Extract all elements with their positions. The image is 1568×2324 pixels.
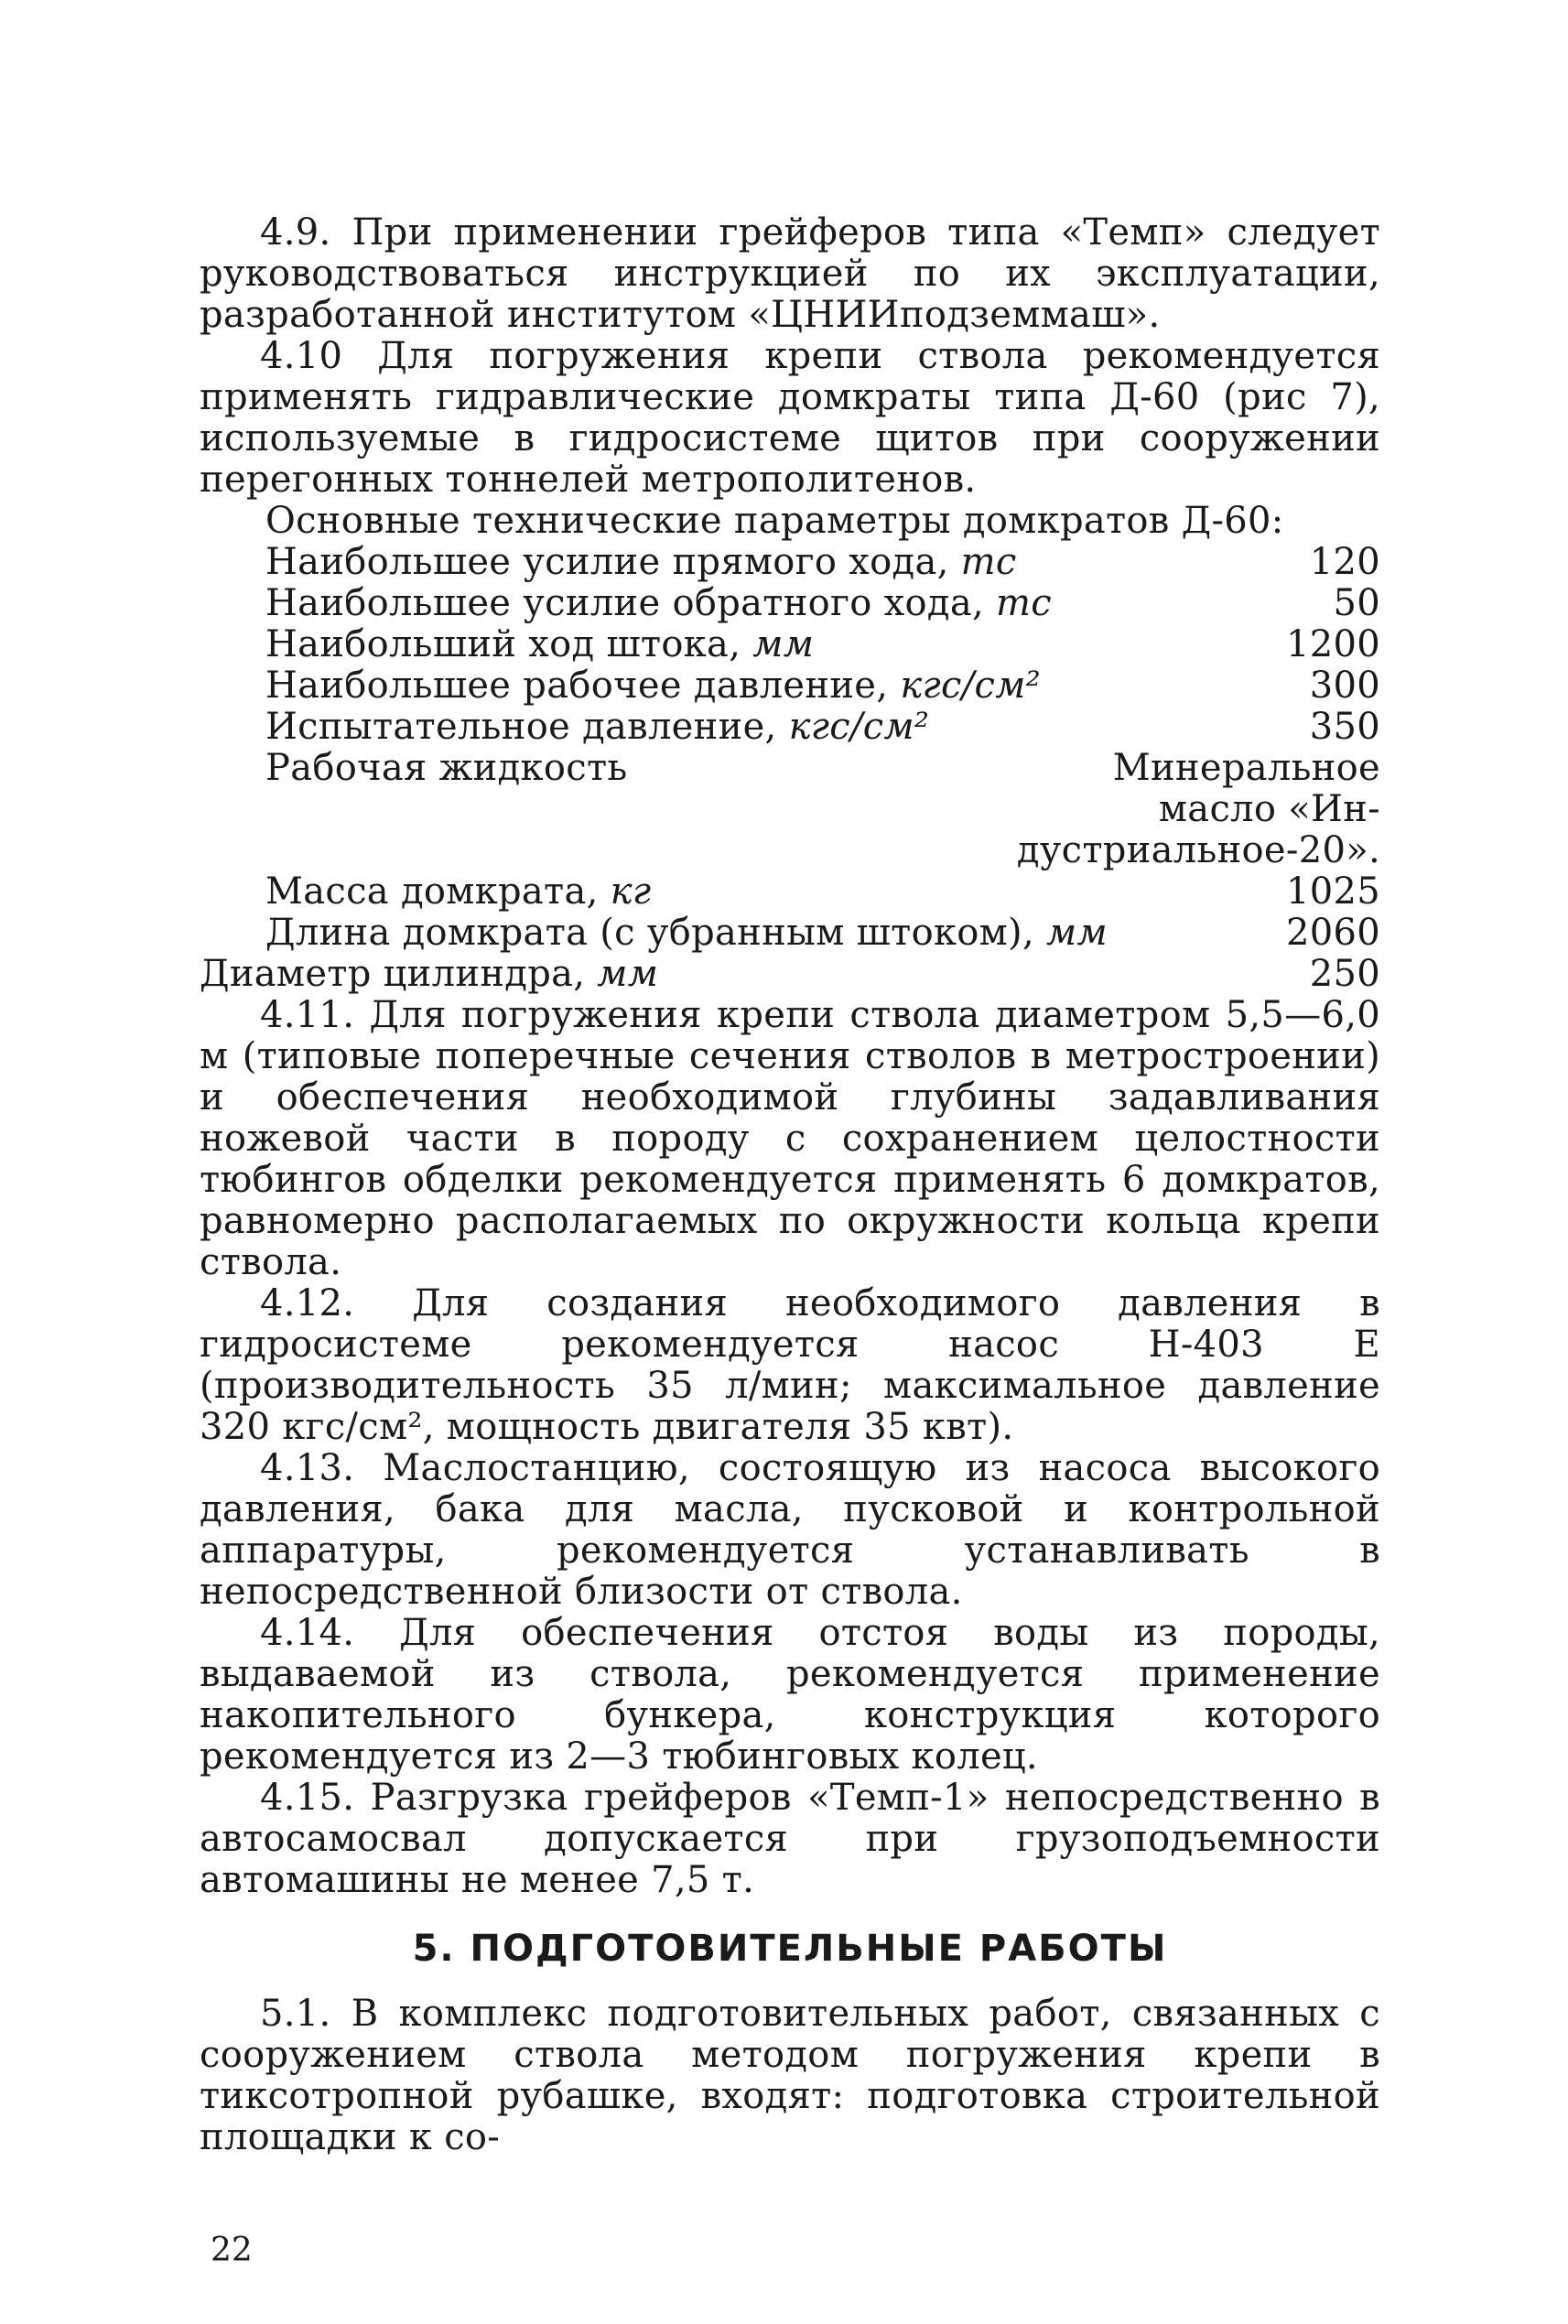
param-label: Рабочая жидкость	[265, 747, 628, 789]
param-row	[200, 913, 1380, 954]
param-label: Наибольшее усилие обратного хода,	[265, 582, 985, 624]
page-number: 22	[211, 2232, 253, 2269]
param-label: Диаметр цилиндра,	[200, 953, 586, 995]
param-value: 250	[1309, 953, 1380, 995]
param-unit: мм	[1046, 912, 1108, 954]
param-unit: кг	[610, 870, 652, 913]
param-value-line: Минеральное	[1112, 747, 1380, 789]
paragraph-4-12: 4.12. Для создания необходимого давления в гидросистеме рекомендуется насос Н-403 Е (производительность 35 л/мин; максимальное давление 320 кгс/см², мощность двигателя 35 квт).	[200, 1282, 1380, 1448]
param-label: Масса домкрата,	[265, 870, 599, 913]
param-label: Испытательное давление,	[265, 706, 777, 748]
section-heading: 5. ПОДГОТОВИТЕЛЬНЫЕ РАБОТЫ	[412, 1928, 1168, 1970]
params-title: Основные технические параметры домкратов Д-60:	[265, 500, 1284, 542]
param-unit: мм	[597, 953, 659, 995]
param-value: 50	[1333, 582, 1380, 624]
paragraph-4-14: 4.14. Для обеспечения отстоя воды из породы, выдаваемой из ствола, рекомендуется применение накопительного бункера, конструкция которого рекомендуется из 2—3 тюбинговых колец.	[200, 1612, 1380, 1778]
param-value: 2060	[1286, 912, 1380, 954]
param-unit: кгс/см²	[788, 706, 930, 748]
param-row	[200, 624, 1380, 665]
paragraph-4-11: 4.11. Для погружения крепи ствола диаметром 5,5—6,0 м (типовые поперечные сечения стволов в метростроении) и обеспечения необходимой глубины задавливания ножевой части в породу с сохранением целостности тюбингов обделки рекомендуется применять 6 домкратов, равномерно располагаемых по окружности кольца крепи ствола.	[200, 994, 1380, 1283]
page-text	[200, 212, 1380, 2158]
param-row	[200, 871, 1380, 913]
paragraph-4-15: 4.15. Разгрузка грейферов «Темп-1» непосредственно в автосамосвал допускается при грузоподъемности автомашины не менее 7,5 т.	[200, 1777, 1380, 1901]
param-label: Наибольшее рабочее давление,	[265, 665, 889, 707]
paragraph-4-13: 4.13. Маслостанцию, состоящую из насоса высокого давления, бака для масла, пусковой и контрольной аппаратуры, рекомендуется устанавливать в непосредственной близости от ствола.	[200, 1447, 1380, 1613]
param-row-liquid-cont	[200, 830, 1380, 871]
param-row	[200, 542, 1380, 583]
param-unit: кгс/см²	[900, 665, 1041, 707]
param-value: 1025	[1286, 870, 1380, 913]
params-list	[200, 542, 1380, 995]
paragraph-4-9: 4.9. При применении грейферов типа «Темп» следует руководствоваться инструкцией по их эксплуатации, разработанной институтом «ЦНИИподземмаш».	[200, 211, 1380, 336]
paragraph-5-1: 5.1. В комплекс подготовительных работ, связанных с сооружением ствола методом погружения крепи в тиксотропной рубашке, входят: подготовка строительной площадки к со-	[200, 1993, 1380, 2158]
param-row	[200, 665, 1380, 707]
param-row-liquid	[200, 748, 1380, 830]
paragraph-4-10: 4.10 Для погружения крепи ствола рекомендуется применять гидравлические домкраты типа Д-60 (рис 7), используемые в гидросистеме щитов при сооружении перегонных тоннелей метрополитенов.	[200, 335, 1380, 501]
param-label: Наибольшее усилие прямого хода,	[265, 541, 949, 583]
param-value-line: дустриальное-20».	[1016, 829, 1380, 871]
param-value: 120	[1309, 541, 1380, 583]
param-value-line: масло «Ин-	[1158, 788, 1380, 830]
param-unit: тс	[996, 582, 1052, 624]
param-unit: тс	[960, 541, 1017, 583]
param-unit: мм	[752, 623, 815, 665]
param-label: Наибольший ход штока,	[265, 623, 741, 665]
param-value: 1200	[1286, 623, 1380, 665]
param-value: 300	[1309, 665, 1380, 707]
param-row-diameter	[200, 954, 1380, 995]
param-value	[1113, 748, 1380, 830]
param-value: 350	[1309, 706, 1380, 748]
param-row	[200, 707, 1380, 748]
param-row	[200, 583, 1380, 624]
param-label: Длина домкрата (с убранным штоком),	[265, 912, 1034, 954]
